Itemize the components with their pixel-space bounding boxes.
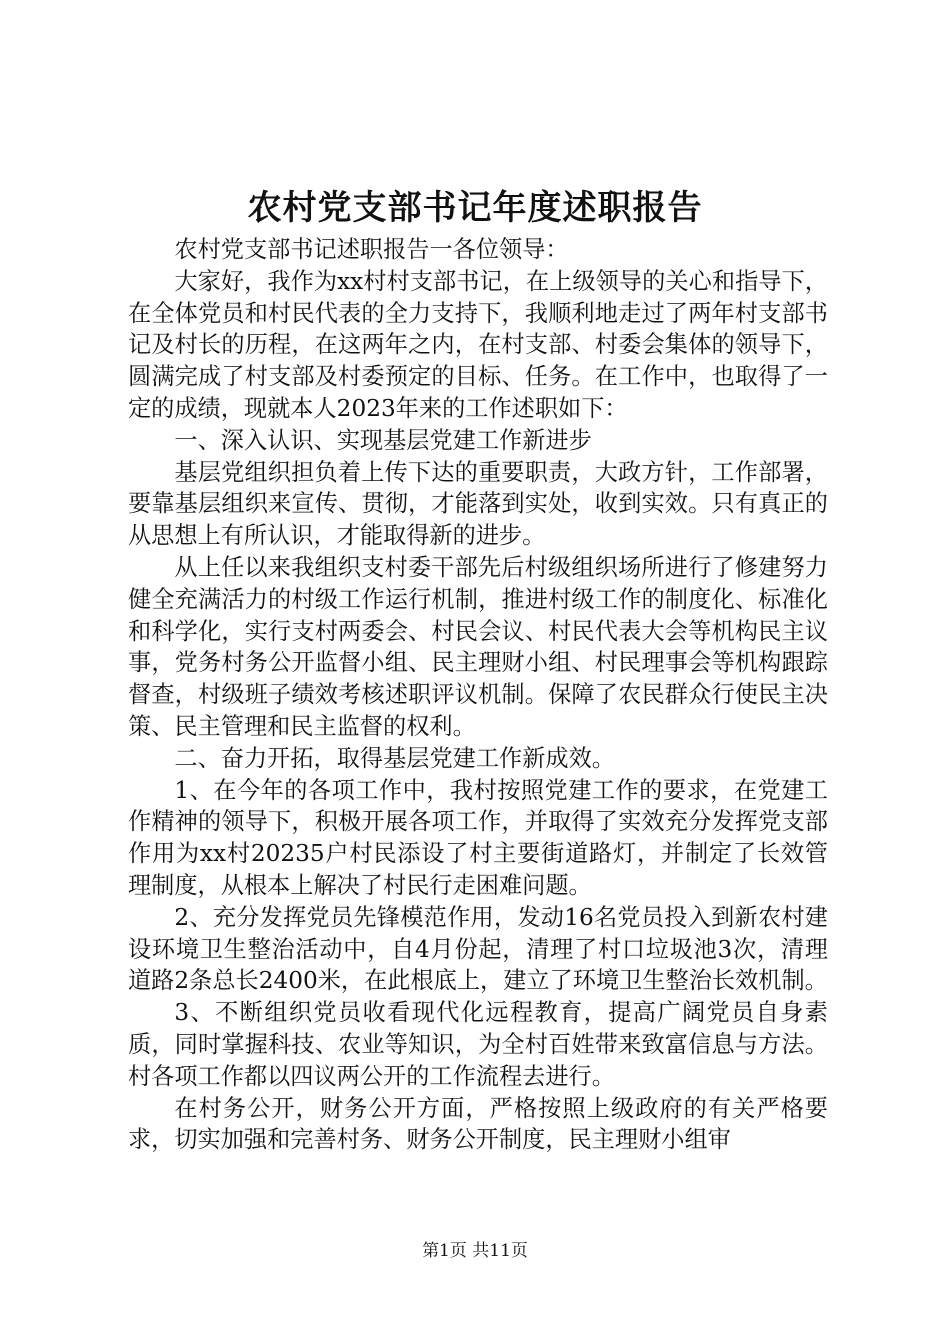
paragraph-item-1: 1、在今年的各项工作中，我村按照党建工作的要求，在党建工作精神的领导下，积极开展各项工作，并取得了实效充分发挥党支部作用为xx村20235户村民添设了村主要街道路灯，并制定了长效管理制度，从根本上解决了村民行走困难问题。 xyxy=(128,776,828,899)
page-footer: 第1页 共11页 xyxy=(422,1241,528,1261)
paragraph: 基层党组织担负着上传下达的重要职责，大政方针，工作部署，要靠基层组织来宣传、贯彻，才能落到实处，收到实效。只有真正的从思想上有所认识，才能取得新的进步。 xyxy=(128,458,828,550)
paragraph-item-3: 3、不断组织党员收看现代化远程教育，提高广阔党员自身素质，同时掌握科技、农业等知识，为全村百姓带来致富信息与方法。村各项工作都以四议两公开的工作流程去进行。 xyxy=(128,999,828,1090)
paragraph-intro: 大家好，我作为xx村村支部书记，在上级领导的关心和指导下，在全体党员和村民代表的全力支持下，我顺利地走过了两年村支部书记及村长的历程，在这两年之内，在村支部、村委会集体的领导下，圆满完成了村支部及村委预定的目标、任务。在工作中，也取得了一定的成绩，现就本人2023年来的工作述职如下： xyxy=(128,267,828,422)
document-body xyxy=(128,234,828,1156)
paragraph-item-2: 2、充分发挥党员先锋模范作用，发动16名党员投入到新农村建设环境卫生整治活动中，自4月份起，清理了村口垃圾池3次，清理道路2条总长2400米，在此根底上，建立了环境卫生整治长效机制。 xyxy=(128,903,828,995)
section-heading-2: 二、奋力开拓，取得基层党建工作新成效。 xyxy=(174,744,615,772)
paragraph-opening: 农村党支部书记述职报告一各位领导： xyxy=(174,236,569,263)
paragraph: 在村务公开，财务公开方面，严格按照上级政府的有关严格要求，切实加强和完善村务、财务公开制度，民主理财小组审 xyxy=(128,1094,828,1154)
paragraph: 从上任以来我组织支村委干部先后村级组织场所进行了修建努力健全充满活力的村级工作运行机制，推进村级工作的制度化、标准化和科学化，实行支村两委会、村民会议、村民代表大会等机构民主议事，党务村务公开监督小组、民主理财小组、村民理事会等机构跟踪督查，村级班子绩效考核述职评议机制。保障了农民群众行使民主决策、民主管理和民主监督的权利。 xyxy=(128,553,828,740)
document-title: 农村党支部书记年度述职报告 xyxy=(247,188,703,228)
section-heading-1: 一、深入认识、实现基层党建工作新进步 xyxy=(174,426,592,454)
